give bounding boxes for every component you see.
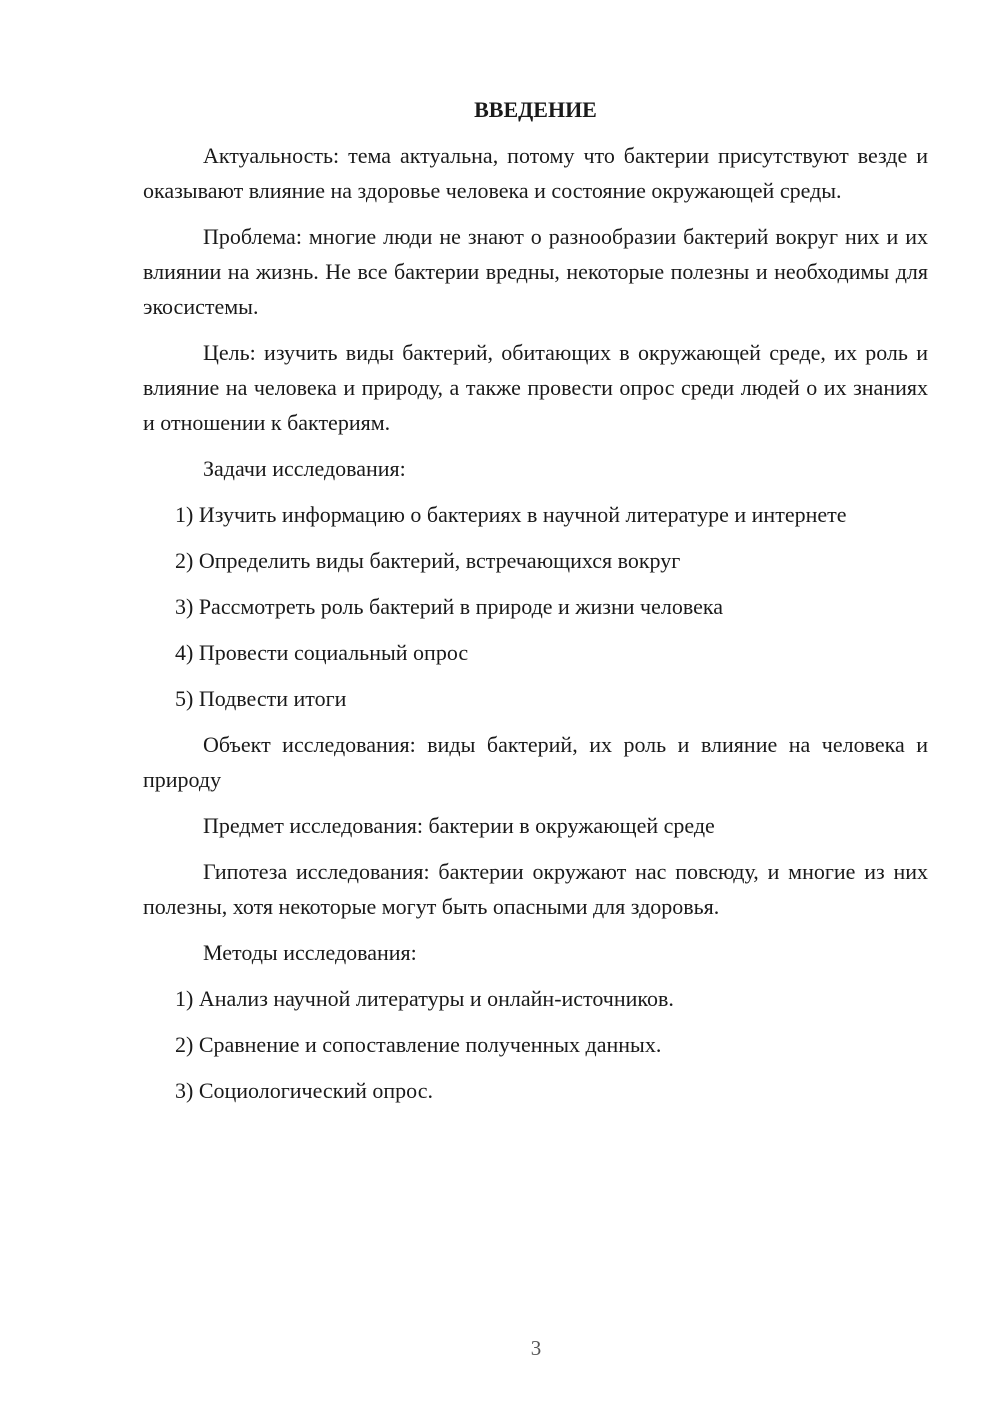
hypothesis-paragraph: Гипотеза исследования: бактерии окружают нас повсюду, и многие из них полезны, хотя некоторые могут быть опасными для здоровья. xyxy=(143,859,928,919)
subject-paragraph: Предмет исследования: бактерии в окружающей среде xyxy=(203,813,715,838)
problem-paragraph: Проблема: многие люди не знают о разнообразии бактерий вокруг них и их влиянии на жизнь. Не все бактерии вредны, некоторые полезны и необходимы для экосистемы. xyxy=(143,224,928,319)
relevance-paragraph: Актуальность: тема актуальна, потому что бактерии присутствуют везде и оказывают влияние на здоровье человека и состояние окружающей среды. xyxy=(143,143,928,203)
goal-paragraph: Цель: изучить виды бактерий, обитающих в окружающей среде, их роль и влияние на человека и природу, а также провести опрос среди людей о их знаниях и отношении к бактериям. xyxy=(143,340,928,435)
methods-heading: Методы исследования: xyxy=(203,940,417,965)
section-title: ВВЕДЕНИЕ xyxy=(474,97,597,122)
task-item: 1) Изучить информацию о бактериях в научной литературе и интернете xyxy=(175,502,847,527)
object-paragraph: Объект исследования: виды бактерий, их роль и влияние на человека и природу xyxy=(143,732,928,792)
tasks-heading: Задачи исследования: xyxy=(203,456,406,481)
document-body xyxy=(143,92,928,1119)
task-item: 2) Определить виды бактерий, встречающихся вокруг xyxy=(175,548,681,573)
method-item: 3) Социологический опрос. xyxy=(175,1078,433,1103)
page-number: 3 xyxy=(530,1336,542,1360)
method-item: 2) Сравнение и сопоставление полученных данных. xyxy=(175,1032,662,1057)
method-item: 1) Анализ научной литературы и онлайн-источников. xyxy=(175,986,674,1011)
task-item: 4) Провести социальный опрос xyxy=(175,640,469,665)
task-item: 5) Подвести итоги xyxy=(175,686,347,711)
task-item: 3) Рассмотреть роль бактерий в природе и жизни человека xyxy=(175,594,723,619)
